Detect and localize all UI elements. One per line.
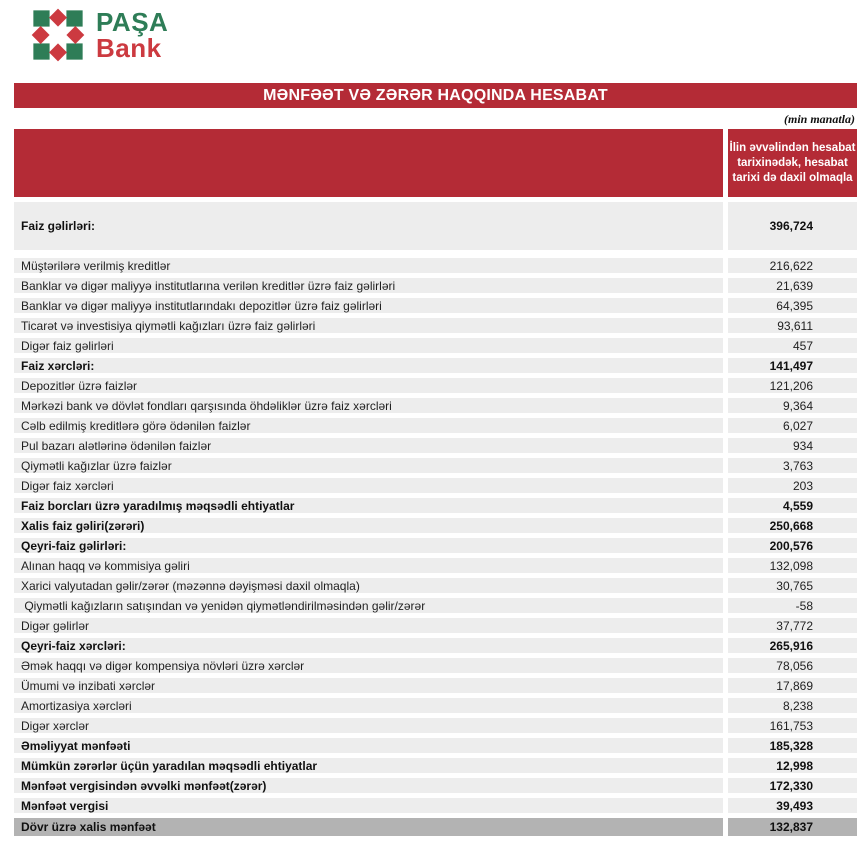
- logo-text-bank: Bank: [96, 33, 162, 63]
- row-label: Faiz gəlirləri:: [14, 202, 723, 250]
- row-value: 216,622: [728, 258, 857, 273]
- row-label: Əmək haqqı və digər kompensiya növləri üzrə xərclər: [14, 658, 723, 673]
- table-row: [14, 258, 857, 273]
- row-value: 132,098: [728, 558, 857, 573]
- row-value: 396,724: [728, 202, 857, 250]
- row-label: Alınan haqq və kommisiya gəliri: [14, 558, 723, 573]
- table-body: [14, 202, 857, 836]
- row-label: Dövr üzrə xalis mənfəət: [14, 818, 723, 836]
- row-label: Digər faiz xərcləri: [14, 478, 723, 493]
- row-value: 172,330: [728, 778, 857, 793]
- row-value: 39,493: [728, 798, 857, 813]
- pasha-pinwheel-icon: [30, 7, 86, 63]
- table-row: [14, 418, 857, 433]
- row-label: Banklar və digər maliyyə institutlarına verilən kreditlər üzrə faiz gəlirləri: [14, 278, 723, 293]
- row-value: 6,027: [728, 418, 857, 433]
- table-header-row: [14, 129, 857, 197]
- table-row: [14, 618, 857, 633]
- row-label: Digər faiz gəlirləri: [14, 338, 723, 353]
- row-value: 9,364: [728, 398, 857, 413]
- row-value: 78,056: [728, 658, 857, 673]
- table-row: [14, 638, 857, 653]
- row-value: 203: [728, 478, 857, 493]
- row-label: Mümkün zərərlər üçün yaradılan məqsədli ehtiyatlar: [14, 758, 723, 773]
- row-label: Qiymətli kağızların satışından və yenidən qiymətləndirilməsindən gəlir/zərər: [14, 598, 723, 613]
- row-label: Depozitlər üzrə faizlər: [14, 378, 723, 393]
- row-label: Pul bazarı alətlərinə ödənilən faizlər: [14, 438, 723, 453]
- table-row: [14, 758, 857, 773]
- table-row: [14, 598, 857, 613]
- table-row: [14, 278, 857, 293]
- row-value: 12,998: [728, 758, 857, 773]
- table-row: [14, 698, 857, 713]
- table-row: [14, 498, 857, 513]
- row-value: 3,763: [728, 458, 857, 473]
- row-label: Ümumi və inzibati xərclər: [14, 678, 723, 693]
- row-label: Müştərilərə verilmiş kreditlər: [14, 258, 723, 273]
- table-row: [14, 478, 857, 493]
- row-label: Qiymətli kağızlar üzrə faizlər: [14, 458, 723, 473]
- row-label: Digər gəlirlər: [14, 618, 723, 633]
- row-value: 200,576: [728, 538, 857, 553]
- row-label: Mənfəət vergisi: [14, 798, 723, 813]
- table-row: [14, 358, 857, 373]
- table-row: [14, 202, 857, 250]
- row-label: Banklar və digər maliyyə institutlarındakı depozitlər üzrə faiz gəlirləri: [14, 298, 723, 313]
- row-value: -58: [728, 598, 857, 613]
- table-row: [14, 458, 857, 473]
- table-row: [14, 518, 857, 533]
- row-label: Digər xərclər: [14, 718, 723, 733]
- row-label: Əməliyyat mənfəəti: [14, 738, 723, 753]
- row-value: 250,668: [728, 518, 857, 533]
- row-value: 93,611: [728, 318, 857, 333]
- row-label: Mərkəzi bank və dövlət fondları qarşısında öhdəliklər üzrə faiz xərcləri: [14, 398, 723, 413]
- row-label: Amortizasiya xərcləri: [14, 698, 723, 713]
- table-row: [14, 378, 857, 393]
- logo-text-pasa: PAŞA: [96, 7, 169, 37]
- row-label: Qeyri-faiz xərcləri:: [14, 638, 723, 653]
- profit-loss-table: [14, 129, 857, 836]
- row-value: 37,772: [728, 618, 857, 633]
- unit-note: (min manatla): [783, 112, 855, 126]
- table-row: [14, 658, 857, 673]
- header-value-cell: İlin əvvəlindən hesabat tarixinədək, hesabat tarixi də daxil olmaqla: [728, 129, 857, 197]
- pasha-bank-logo: [30, 7, 168, 63]
- row-value: 4,559: [728, 498, 857, 513]
- row-value: 17,869: [728, 678, 857, 693]
- row-value: 8,238: [728, 698, 857, 713]
- row-label: Qeyri-faiz gəlirləri:: [14, 538, 723, 553]
- table-row: [14, 818, 857, 836]
- row-value: 21,639: [728, 278, 857, 293]
- table-row: [14, 318, 857, 333]
- table-row: [14, 578, 857, 593]
- row-label: Cəlb edilmiş kreditlərə görə ödənilən faizlər: [14, 418, 723, 433]
- row-value: 265,916: [728, 638, 857, 653]
- table-row: [14, 438, 857, 453]
- row-label: Xalis faiz gəliri(zərəri): [14, 518, 723, 533]
- row-value: 132,837: [728, 818, 857, 836]
- logo-wordmark: [96, 9, 168, 61]
- table-row: [14, 778, 857, 793]
- row-label: Ticarət və investisiya qiymətli kağızları üzrə faiz gəlirləri: [14, 318, 723, 333]
- row-value: 121,206: [728, 378, 857, 393]
- table-row: [14, 798, 857, 813]
- table-row: [14, 538, 857, 553]
- row-value: 64,395: [728, 298, 857, 313]
- table-row: [14, 678, 857, 693]
- header-empty-cell: [14, 129, 723, 197]
- row-label: Xarici valyutadan gəlir/zərər (məzənnə dəyişməsi daxil olmaqla): [14, 578, 723, 593]
- row-value: 161,753: [728, 718, 857, 733]
- row-value: 30,765: [728, 578, 857, 593]
- row-label: Faiz borcları üzrə yaradılmış məqsədli ehtiyatlar: [14, 498, 723, 513]
- table-row: [14, 558, 857, 573]
- row-value: 457: [728, 338, 857, 353]
- report-title-band: [14, 83, 857, 108]
- row-label: Faiz xərcləri:: [14, 358, 723, 373]
- table-row: [14, 298, 857, 313]
- row-value: 934: [728, 438, 857, 453]
- report-title: MƏNFƏƏT VƏ ZƏRƏR HAQQINDA HESABAT: [263, 86, 608, 104]
- row-value: 141,497: [728, 358, 857, 373]
- table-row: [14, 398, 857, 413]
- table-row: [14, 738, 857, 753]
- table-row: [14, 718, 857, 733]
- row-label: Mənfəət vergisindən əvvəlki mənfəət(zərər): [14, 778, 723, 793]
- table-row: [14, 338, 857, 353]
- row-value: 185,328: [728, 738, 857, 753]
